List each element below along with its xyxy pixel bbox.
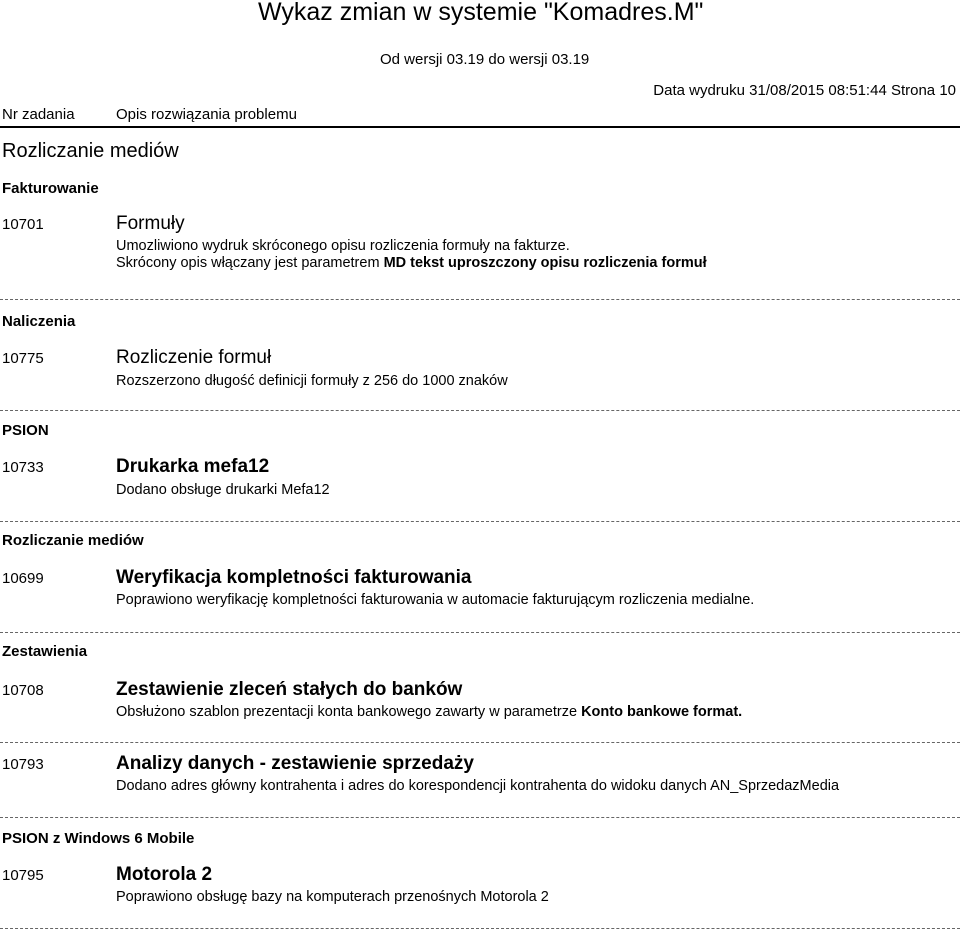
issue-number: 10775 xyxy=(2,350,44,367)
issue-number: 10733 xyxy=(2,459,44,476)
issue-number: 10701 xyxy=(2,216,44,233)
issue-description: Dodano obsługe drukarki Mefa12 xyxy=(116,482,330,498)
section-heading: Naliczenia xyxy=(2,313,76,330)
section-heading: PSION xyxy=(2,422,49,439)
issue-description: Poprawiono obsługę bazy na komputerach przenośnych Motorola 2 xyxy=(116,889,549,905)
issue-description-text: Obsłużono szablon prezentacji konta bankowego zawarty w parametrze xyxy=(116,704,582,720)
dashed-separator xyxy=(0,742,960,743)
issue-description xyxy=(116,255,707,271)
dashed-separator xyxy=(0,521,960,522)
issue-description: Dodano adres główny kontrahenta i adres do korespondencji kontrahenta do widoku danych AN_SprzedazMedia xyxy=(116,778,840,794)
column-header-opis: Opis rozwiązania problemu xyxy=(116,106,297,123)
module-title: Rozliczanie mediów xyxy=(2,140,179,162)
issue-description-text: Skrócony opis włączany jest parametrem xyxy=(116,255,384,271)
dashed-separator xyxy=(0,632,960,633)
issue-title: Formuły xyxy=(116,213,185,234)
issue-title: Drukarka mefa12 xyxy=(116,456,270,477)
parameter-name: Konto bankowe format. xyxy=(581,704,743,720)
issue-description: Umozliwiono wydruk skróconego opisu rozliczenia formuły na fakturze. xyxy=(116,238,570,254)
issue-description xyxy=(116,704,742,720)
dashed-separator xyxy=(0,299,960,300)
issue-number: 10708 xyxy=(2,682,44,699)
issue-number: 10793 xyxy=(2,756,44,773)
section-heading: Rozliczanie mediów xyxy=(2,532,144,549)
issue-title: Motorola 2 xyxy=(116,864,213,885)
parameter-name: MD tekst uproszczony opisu rozliczenia formuł xyxy=(383,255,707,271)
page-title: Wykaz zmian w systemie "Komadres.M" xyxy=(258,0,704,26)
section-heading: PSION z Windows 6 Mobile xyxy=(2,830,195,847)
issue-description: Poprawiono weryfikację kompletności fakturowania w automacie fakturującym rozliczenia medialne. xyxy=(116,592,755,608)
print-info: Data wydruku 31/08/2015 08:51:44 Strona 10 xyxy=(653,82,956,99)
issue-description: Rozszerzono długość definicji formuły z 256 do 1000 znaków xyxy=(116,373,508,389)
section-heading: Fakturowanie xyxy=(2,180,99,197)
header-divider xyxy=(0,126,960,128)
dashed-separator xyxy=(0,928,960,929)
issue-title: Rozliczenie formuł xyxy=(116,347,272,368)
section-heading: Zestawienia xyxy=(2,643,88,660)
dashed-separator xyxy=(0,410,960,411)
issue-title: Weryfikacja kompletności fakturowania xyxy=(116,567,472,588)
column-header-nr: Nr zadania xyxy=(2,106,75,123)
issue-title: Zestawienie zleceń stałych do banków xyxy=(116,679,463,700)
dashed-separator xyxy=(0,817,960,818)
issue-number: 10699 xyxy=(2,570,44,587)
version-range: Od wersji 03.19 do wersji 03.19 xyxy=(380,51,590,68)
issue-number: 10795 xyxy=(2,867,44,884)
issue-title: Analizy danych - zestawienie sprzedaży xyxy=(116,753,474,774)
